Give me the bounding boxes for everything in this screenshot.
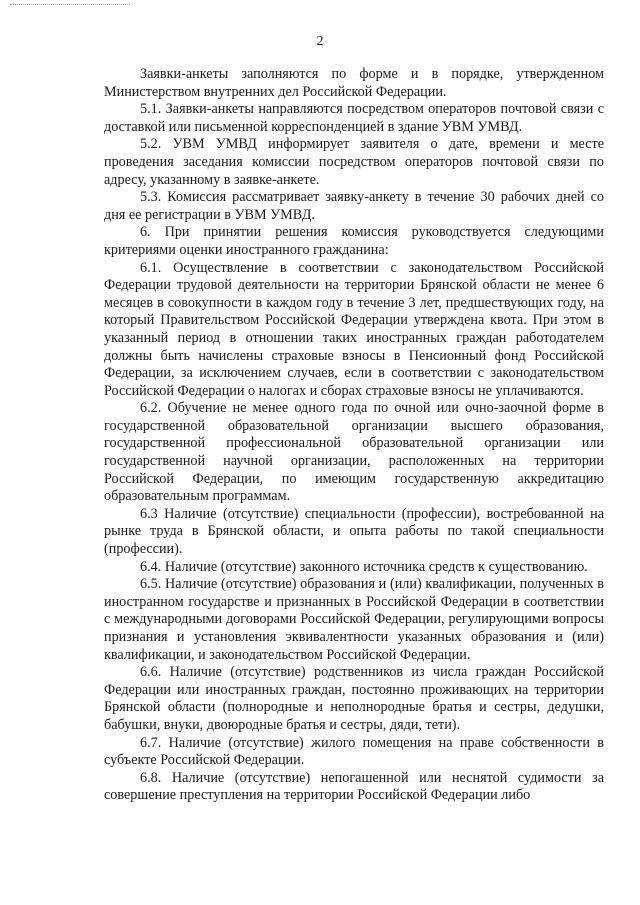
paragraph-5-1: 5.1. Заявки-анкеты направляются посредством операторов почтовой связи с доставкой или письменной корреспонденцией в здание УВМ УМВД. [104,101,604,135]
paragraph-5-2: 5.2. УВМ УМВД информирует заявителя о дате, времени и месте проведения заседания комиссии посредством операторов почтовой связи по адресу, указанному в заявке-анкете. [104,136,604,188]
paragraph-6-5: 6.5. Наличие (отсутствие) образования и (или) квалификации, полученных в иностранном государстве и признанных в Российской Федерации в соответствии с международными договорами Российской Федерации, регулирующими вопросы признания и установления эквивалентности указанных образования и (или) квалификации, и законодательством Российской Федерации. [104,576,604,663]
paragraph-6-4: 6.4. Наличие (отсутствие) законного источника средств к существованию. [140,558,588,575]
paragraph-6-7: 6.7. Наличие (отсутствие) жилого помещения на праве собственности в субъекте Российской Федерации. [104,734,604,769]
paragraph-6-8: 6.8. Наличие (отсутствие) непогашенной или неснятой судимости за совершение преступления на территории Российской Федерации либо [104,769,604,804]
scan-edge-mark [10,4,130,8]
paragraph-6-3: 6.3 Наличие (отсутствие) специальности (профессии), востребованной на рынке труда в Брянской области, и опыта работы по такой специальности (профессии). [104,505,604,558]
paragraph-6-1: 6.1. Осуществление в соответствии с законодательством Российской Федерации трудовой деятельности на территории Брянской области не менее 6 месяцев в совокупности в каждом году в течение 3 лет, предшествующих году, на который Правительством Российской Федерации утверждена квота. При этом в указанный период в отношении таких иностранных граждан работодателем должны быть начислены страховые взносы в Пенсионный фонд Российской Федерации, за исключением случаев, если в соответствии с законодательством Российской Федерации о налогах и сборах страховые взносы не уплачиваются. [104,259,604,399]
paragraph-5-3: 5.3. Комиссия рассматривает заявку-анкету в течение 30 рабочих дней со дня ее регистрации в УВМ УМВД. [104,189,604,223]
paragraph-6: 6. При принятии решения комиссия руководствуется следующими критериями оценки иностранного гражданина: [104,224,604,258]
paragraph-intro: Заявки-анкеты заполняются по форме и в порядке, утвержденном Министерством внутренних дел Российской Федерации. [104,66,604,100]
document-body [104,66,604,805]
paragraph-6-2: 6.2. Обучение не менее одного года по очной или очно-заочной форме в государственной образовательной организации высшего образования, государственной профессиональной образовательной организации или государственной научной организации, расположенных на территории Российской Федерации, по имеющим государственную аккредитацию образовательным программам. [104,400,604,505]
page-number: 2 [316,34,324,49]
paragraph-6-6: 6.6. Наличие (отсутствие) родственников из числа граждан Российской Федерации или иностранных граждан, постоянно проживающих на территории Брянской области (полнородные и неполнородные братья и сестры, дедушки, бабушки, внуки, двоюродные братья и сестры, дяди, тети). [104,664,604,733]
